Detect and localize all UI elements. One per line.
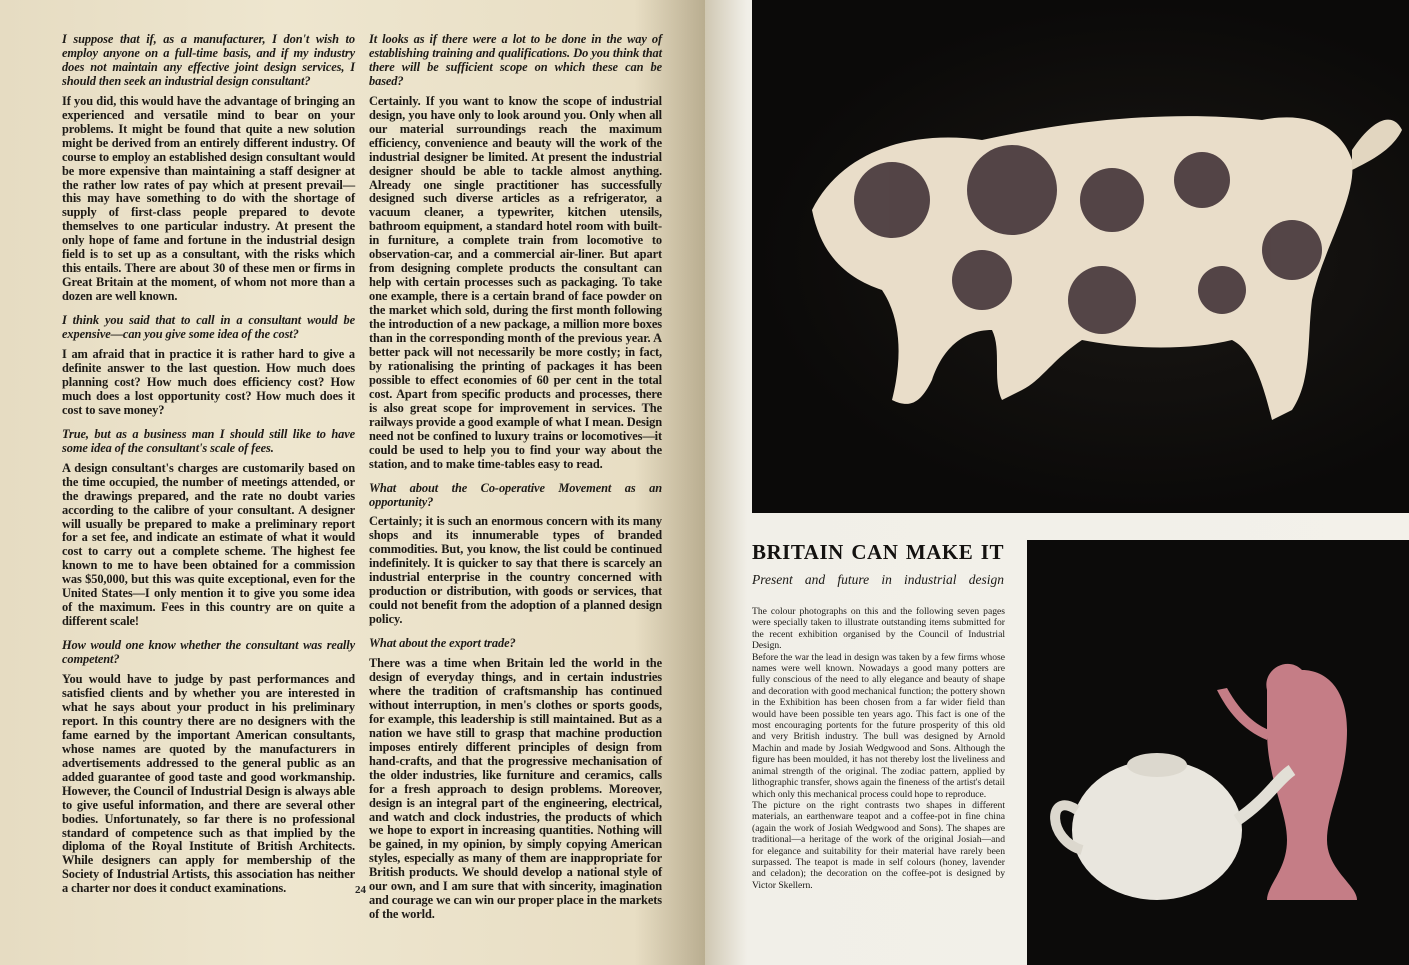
answer-paragraph: Certainly; it is such an enormous concern with its many shops and its innumerable types of branded commodities. But, you know, the list could be continued indefinitely. It is quicker to say that there is scarcely an industrial enterprise in the country concerned with production or distribution, with goods or services, that could not benefit from the adoption of a planned design policy. bbox=[369, 514, 662, 627]
article-title: BRITAIN CAN MAKE IT bbox=[752, 540, 1004, 564]
answer-paragraph: If you did, this would have the advantage of bringing an experienced and versatile mind to bear on your problems. It might be found that quite a new solution might be derived from an entirely different industry. Of course to employ an established design consultant would be more expensive than maintaining a staff designer at the rather low rates of pay which at present prevail— this may have something to do with the shortage of supply of first-class people prepared to devote themselves to one particular industry. At present the only hope of fame and fortune in the industrial design field is to set up as a consultant, with the risks which this entails. There are about 30 of these men or firms in Great Britain at the moment, of whom not more than a dozen are well known. bbox=[62, 93, 355, 304]
question-paragraph: I suppose that if, as a manufacturer, I don't wish to employ anyone on a full-time basis, and if my industry does not maintain any effective joint design services, I should then seek an industrial design consultant? bbox=[62, 32, 355, 88]
text-column-1 bbox=[62, 33, 355, 906]
wedgwood-bull-photo bbox=[752, 0, 1409, 513]
question-paragraph: It looks as if there were a lot to be done in the way of establishing training and qualifications. Do you think that there will be sufficient scope on which these can be based? bbox=[369, 32, 662, 88]
answer-paragraph: You would have to judge by past performances and satisfied clients and by whether you are interested in what he says about your product in his preliminary report. In this country there are no designers with the fame earned by the important American consultants, whose names are quoted by the manufacturers in advertisements addressed to the general public as an added guarantee of good taste and good workmanship. However, the Council of Industrial Design is always able to give useful information, and there are several other bodies. Unfortunately, so far there is no professional standard of competence such as that implied by the diploma of the Royal Institute of British Architects. While designers can apply for membership of the Society of Industrial Artists, this association has neither a charter nor does it conduct examinations. bbox=[62, 672, 355, 896]
caption-paragraph: Before the war the lead in design was taken by a few firms whose names were well known. Nowadays a good many potters are fully conscious of the need to ally elegance and beauty of shape and decoration with good mechanical function; the pottery shown in the Exhibition has been chosen from a far wider field than would have been possible ten years ago. This fact is one of the most encouraging portents for the future prosperity of this old and very British industry. The bull was designed by Arnold Machin and made by Josiah Wedgwood and Sons. Although the figure has been moulded, it has not thereby lost the liveliness and animal strength of the original. The zodiac pattern, applied by lithographic transfer, shows again the fineness of the artist's detail which only this mechanical process could hope to reproduce. bbox=[752, 651, 1005, 800]
question-paragraph: What about the export trade? bbox=[369, 636, 516, 651]
article-subtitle: Present and future in industrial design bbox=[752, 572, 1004, 587]
question-paragraph: True, but as a business man I should still like to have some idea of the consultant's scale of fees. bbox=[62, 426, 355, 455]
photo-caption bbox=[752, 606, 1005, 891]
question-paragraph: I think you said that to call in a consultant would be expensive—can you give some idea of the cost? bbox=[62, 313, 355, 342]
caption-paragraph: The picture on the right contrasts two shapes in different materials, an earthenware teapot and a coffee-pot in fine china (again the work of Josiah Wedgwood and Sons). The shapes are traditional—a heritage of the work of the original Josiah—and for elegance and suitability for their material have rarely been surpassed. The teapot is made in self colours (honey, lavender and celadon); the decoration on the coffee-pot is designed by Victor Skellern. bbox=[752, 799, 1005, 891]
question-paragraph: How would one know whether the consultant was really competent? bbox=[62, 638, 355, 667]
page-number: 24 bbox=[355, 884, 366, 896]
answer-paragraph: There was a time when Britain led the world in the design of everyday things, and in certain industries where the tradition of craftsmanship has continued without interruption, in men's clothes or sports goods, for example, this leadership is still maintained. But as a nation we have still to grasp that machine production imposes entirely different principles of design from hand-crafts, and that the progressive mechanisation of the older industries, like furniture and ceramics, calls for a fresh approach to design problems. Moreover, design is an integral part of the engineering, electrical, and watch and clock industries, the products of which we hope to export in increasing quantities. Nothing will be gained, in my opinion, by simply copying American styles, especially as many of them are inappropriate for British products. We should develop a national style of our own, and I am sure that with sincerity, imagination and courage we can win our proper place in the markets of the world. bbox=[369, 656, 662, 922]
caption-paragraph: The colour photographs on this and the following seven pages were specially taken to illustrate outstanding items submitted for the recent exhibition organised by the Council of Industrial Design. bbox=[752, 606, 1005, 652]
answer-paragraph: Certainly. If you want to know the scope of industrial design, you have only to look around you. Only when all our material surroundings reach the maximum efficiency, convenience and beauty will the work of the industrial designer be limited. At present the industrial designer should be able to tackle almost anything. Already one single practitioner has successfully designed such diverse articles as a refrigerator, a vacuum cleaner, a typewriter, kitchen utensils, bathroom equipment, a standard hotel room with built-in furniture, a complete train from locomotive to observation-car, and a commercial air-liner. But apart from designing complete products the consultant can help with certain processes such as packaging. To take one example, there is a certain brand of face powder on the market which sold, during the first month following the introduction of a new package, a million more boxes than in the corresponding month of the previous year. A better pack will not necessarily be more costly; in fact, by rationalising the printing of packages it has been possible to effect economies of 60 per cent in the total cost. Apart from specific products and processes, there is also great scope for improvement in services. The railways provide a good example of what I mean. Design need not be confined to luxury trains or locomotives—it could be used to help you to find your way about the station, and to make time-tables easy to read. bbox=[369, 93, 662, 471]
question-paragraph: What about the Co-operative Movement as an opportunity? bbox=[369, 480, 662, 509]
answer-paragraph: A design consultant's charges are customarily based on the time occupied, the number of meetings attended, or the drawings prepared, and the rate no doubt varies according to the calibre of your consultant. A designer will usually be prepared to make a preliminary report for a set fee, and indicate an estimate of what it would cost to carry out a complete scheme. The highest fee known to me to have been obtained for a commission was $50,000, but this was quite exceptional, even for the United States—I only mention it to give you some idea of the maximum. Fees in this country are on quite a different scale! bbox=[62, 460, 355, 629]
teapot-and-coffee-pot-photo bbox=[1027, 540, 1409, 965]
text-column-2 bbox=[369, 33, 662, 932]
answer-paragraph: I am afraid that in practice it is rather hard to give a definite answer to the last question. How much does planning cost? How much does efficiency cost? How much does a lost opportunity cost? How much does it cost to save money? bbox=[62, 347, 355, 417]
